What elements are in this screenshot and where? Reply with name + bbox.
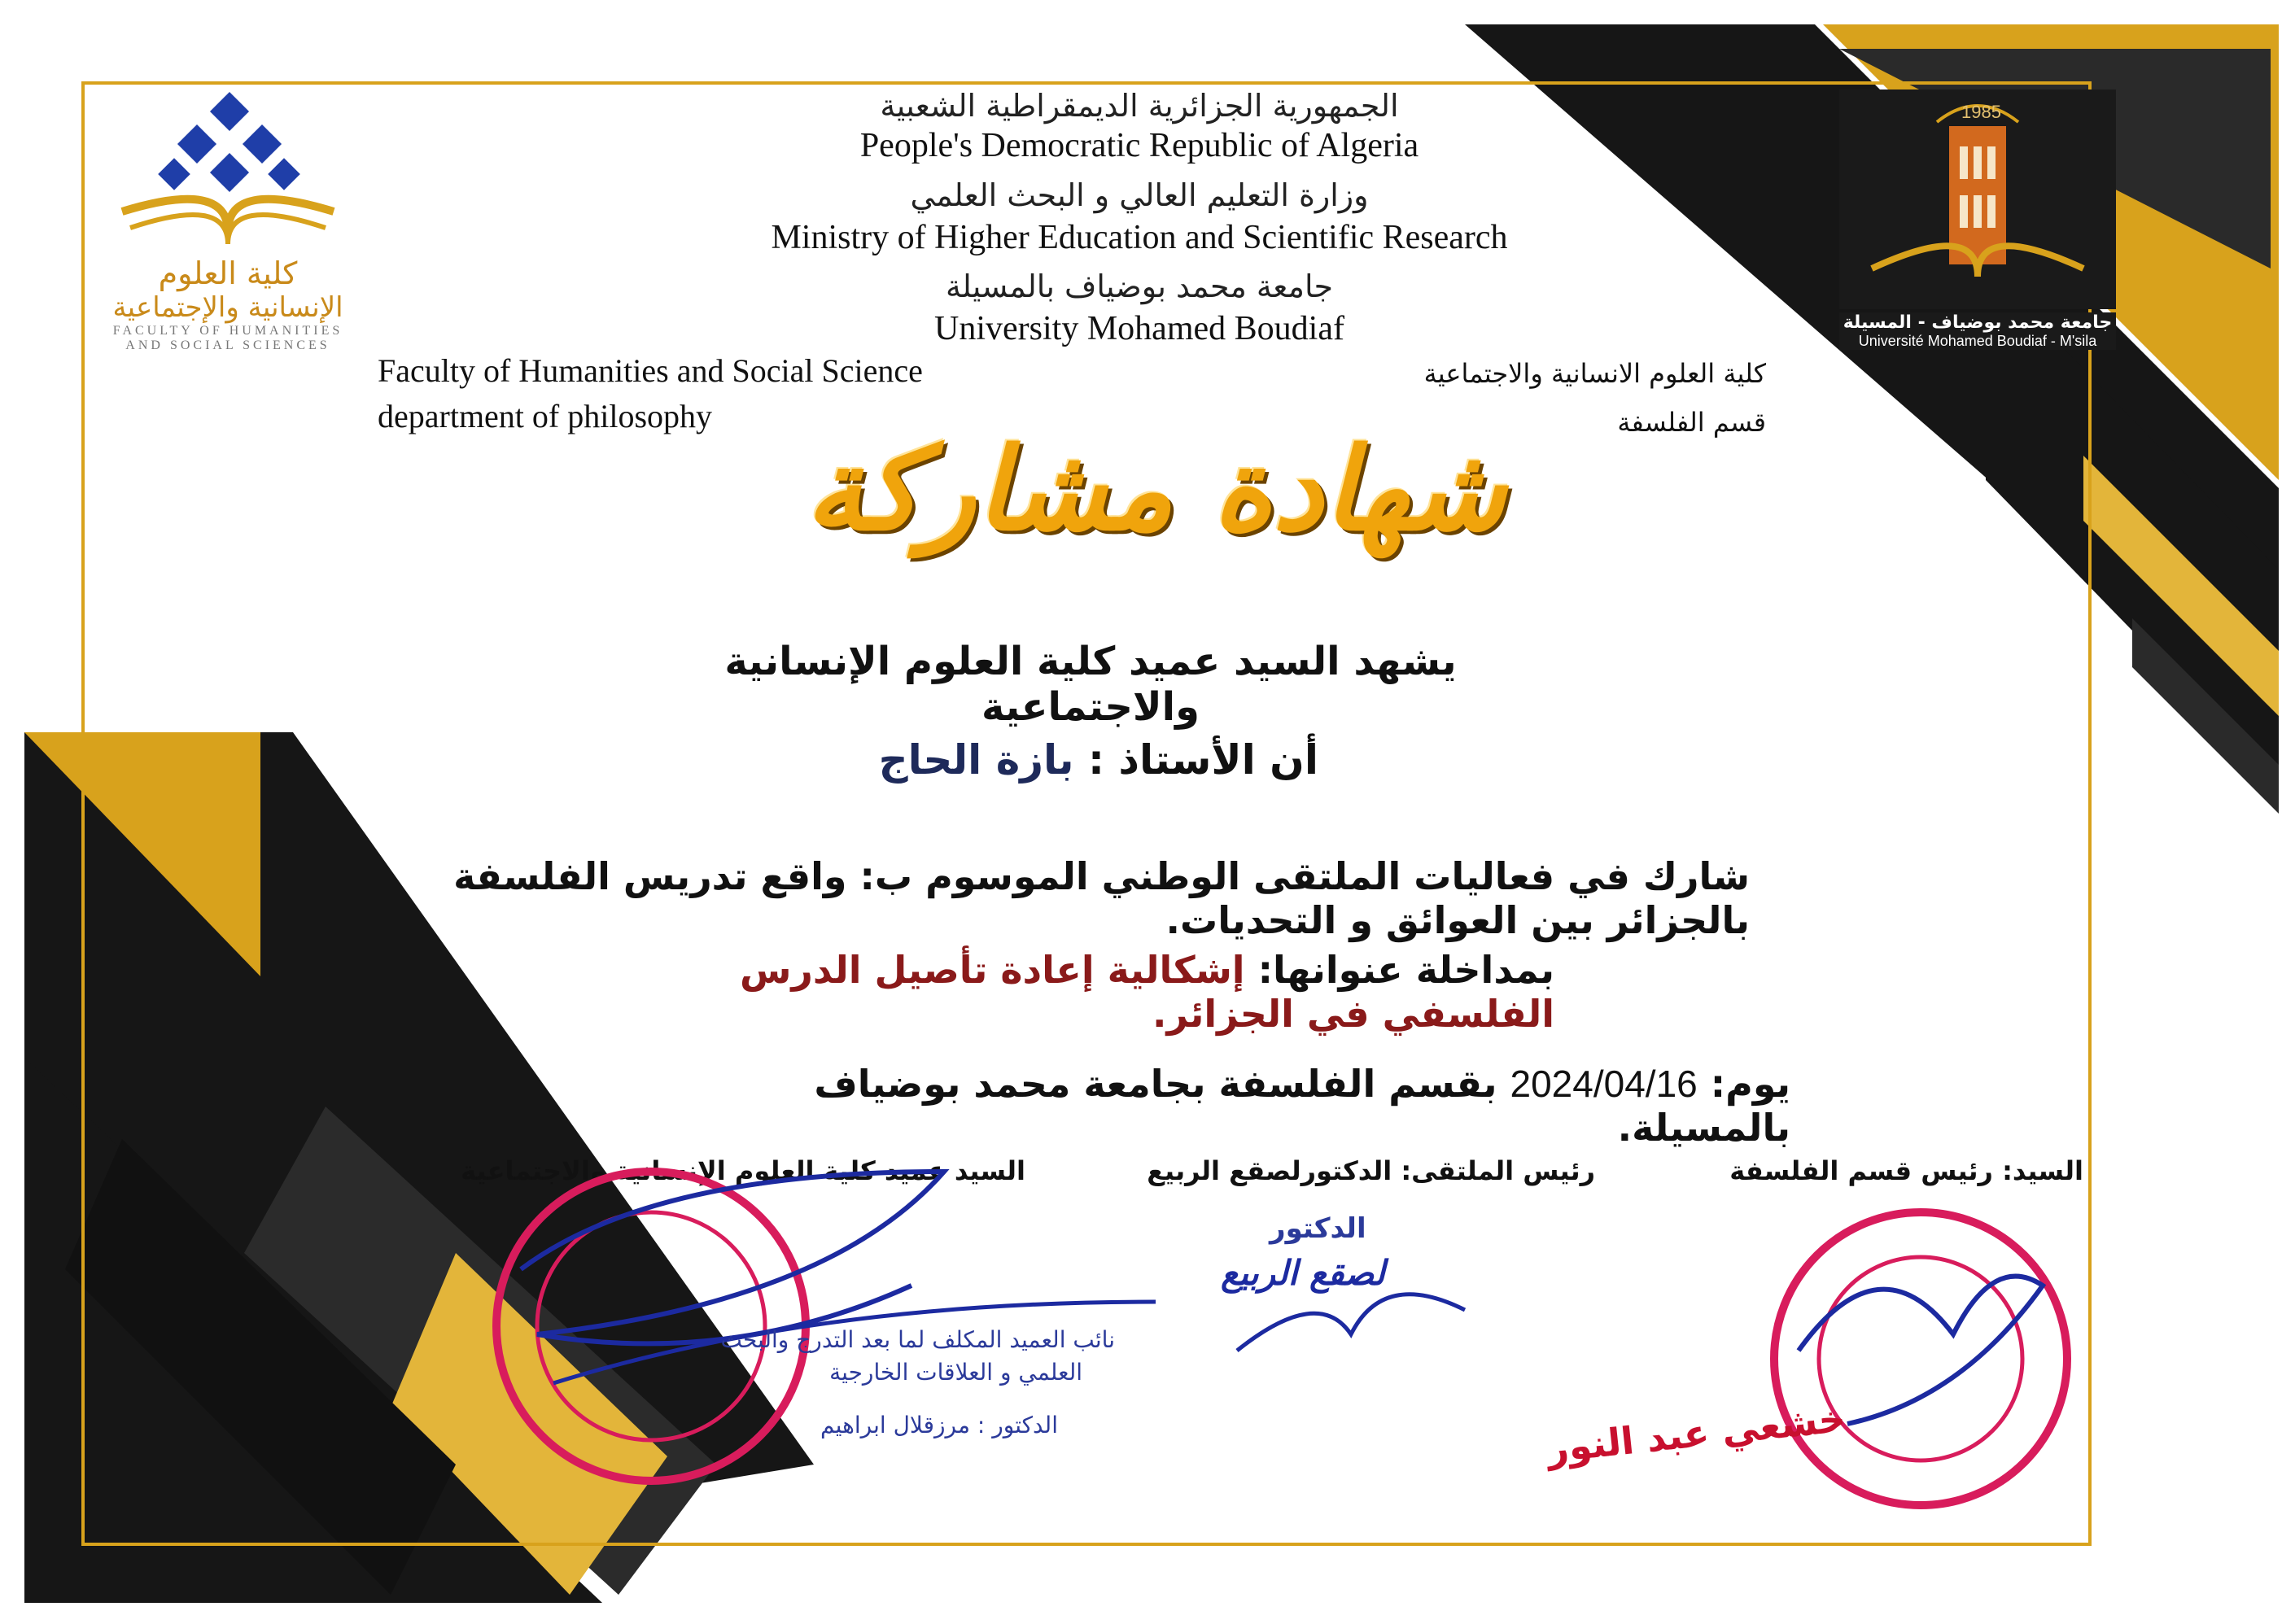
event-date: 2024/04/16 [1510, 1063, 1698, 1105]
faculty-logo [106, 89, 350, 382]
university-logo [1839, 89, 2116, 358]
chair-stamp-name: لصقع الربيع [1221, 1253, 1385, 1293]
head-of-department-handwritten-name: خشعي عبد النور [1545, 1395, 1848, 1472]
department-en-name: department of philosophy [378, 398, 713, 434]
header-en-university: University Mohamed Boudiaf [934, 310, 1344, 347]
header-en-ministry: Ministry of Higher Education and Scientific Research [771, 219, 1508, 256]
faculty-logo-en-line2: AND SOCIAL SCIENCES [125, 338, 330, 352]
faculty-logo-icon [106, 89, 350, 252]
professor-name: بازة الحاج [878, 736, 1074, 784]
faculty-ar-name: كلية العلوم الانسانية والاجتماعية [1423, 358, 1766, 389]
signature-dean: السيد عميد كلية العلوم الإنسانية والاجتماعية [461, 1155, 1025, 1186]
university-logo-year: 1985 [1961, 102, 2001, 122]
header-ar-ministry: وزارة التعليم العالي و البحث العلمي [910, 177, 1369, 213]
paper-topic: إشكالية إعادة تأصيل الدرس الفلسفي في الجزائر. [739, 948, 1554, 1036]
header-en-republic: People's Democratic Republic of Algeria [859, 127, 1419, 164]
signature-head-of-department: السيد: رئيس قسم الفلسفة [1729, 1155, 2083, 1186]
university-tower-icon [1839, 89, 2116, 309]
vice-dean-title-line1: نائب العميد المكلف لما بعد التدرج والبحث [720, 1326, 1115, 1353]
signature-conference-chair: رئيس الملتقى: الدكتورلصقع الربيع [1147, 1155, 1595, 1186]
professor-label: أن الأستاذ : [1073, 736, 1318, 784]
date-label: يوم: [1697, 1062, 1790, 1106]
faculty-logo-en-line1: FACULTY OF HUMANITIES [112, 324, 343, 338]
chair-signature [1221, 1237, 1489, 1367]
certificate-line-participation: شارك في فعاليات الملتقى الوطني الموسوم ب: واقع تدريس الفلسفة بالجزائر بين العوائق و التحديات. [453, 854, 1750, 942]
certificate-title: شهادة مشاركة [805, 423, 1506, 557]
event-location: بقسم الفلسفة بجامعة محمد بوضياف بالمسيلة. [814, 1062, 1790, 1150]
certificate-line-paper [675, 948, 1554, 1036]
faculty-logo-ar-line2: الإنسانية والإجتماعية [112, 291, 343, 324]
certificate-line-professor [879, 736, 1318, 784]
faculty-en-name: Faculty of Humanities and Social Science [378, 352, 923, 389]
paper-label: بمداخلة عنوانها: [1244, 948, 1554, 992]
faculty-logo-ar-line1: كلية العلوم [158, 255, 298, 291]
header-ar-republic: الجمهورية الجزائرية الديمقراطية الشعبية [880, 88, 1399, 124]
header-ar-university: جامعة محمد بوضياف بالمسيلة [945, 268, 1334, 304]
vice-dean-title-line2: العلمي و العلاقات الخارجية [829, 1359, 1082, 1386]
university-logo-fr-name: Université Mohamed Boudiaf - M'sila [1839, 333, 2116, 350]
dean-stamp-and-signature [488, 1123, 1221, 1513]
department-stamp-and-signature [1750, 1188, 2092, 1530]
vice-dean-name: الدكتور : مرزقلال ابراهيم [820, 1412, 1058, 1438]
university-logo-ar-name: جامعة محمد بوضياف - المسيلة [1839, 312, 2116, 333]
certificate-line-dean: يشهد السيد عميد كلية العلوم الإنسانية والاجتماعية [724, 639, 1457, 730]
department-ar-name: قسم الفلسفة [1617, 407, 1766, 438]
chair-stamp-title: الدكتور [1270, 1212, 1366, 1245]
